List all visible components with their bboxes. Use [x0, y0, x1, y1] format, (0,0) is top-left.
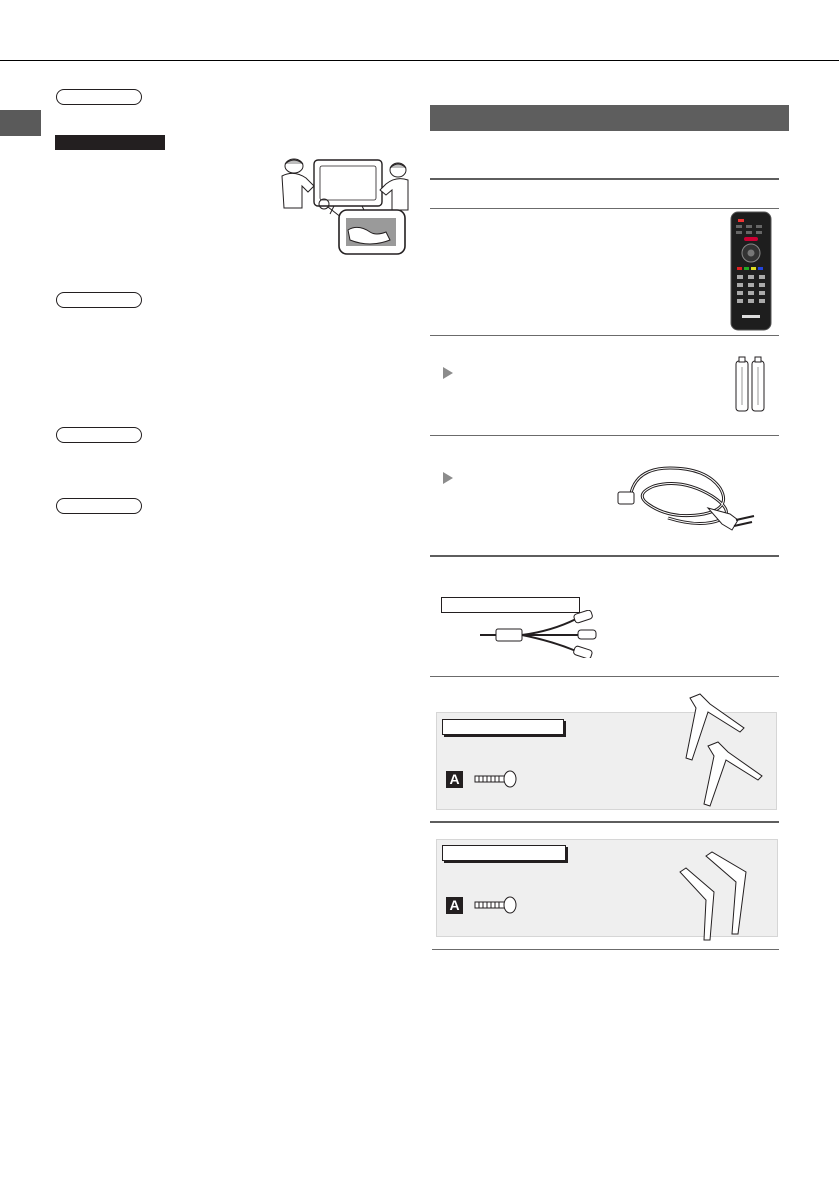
arrow-icon: [443, 367, 453, 379]
batteries-illustration: [730, 355, 770, 415]
screw-illustration: [473, 769, 519, 789]
divider: [430, 821, 779, 823]
remote-control-illustration: [728, 211, 774, 331]
screw-illustration: [473, 895, 519, 915]
divider: [430, 435, 779, 436]
av-adaptor-illustration: [478, 610, 602, 658]
screw-letter-a: A: [446, 897, 463, 914]
section-pill-1: [56, 89, 142, 105]
screw-letter-a: A: [446, 771, 463, 788]
stand-1-label-box: [442, 719, 564, 735]
section-title-bar: [430, 105, 789, 128]
stand-legs-illustration: [668, 688, 768, 808]
mains-lead-illustration: [612, 462, 758, 534]
divider: [430, 208, 779, 209]
section-pill-3: [56, 427, 142, 443]
divider: [430, 676, 779, 677]
divider: [432, 949, 779, 950]
warning-bar: [55, 135, 165, 150]
divider: [430, 178, 779, 180]
section-pill-2: [56, 292, 142, 308]
carry-tv-illustration: [276, 152, 410, 258]
header-rule: [0, 60, 839, 61]
arrow-icon: [443, 472, 453, 484]
divider: [430, 335, 779, 336]
language-tab: [0, 110, 41, 136]
stand-legs-illustration: [676, 850, 758, 942]
stand-2-label-box: [442, 845, 566, 861]
section-pill-4: [56, 498, 142, 514]
section-title-underline: [430, 128, 789, 131]
divider: [430, 555, 779, 557]
